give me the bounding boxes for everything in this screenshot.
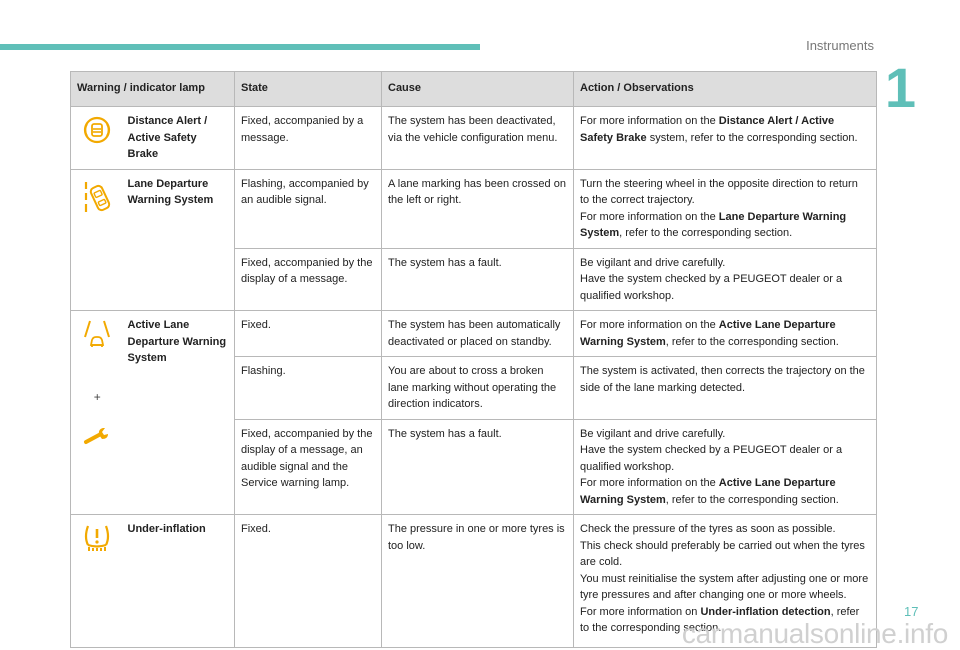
header-accent-bar — [0, 44, 480, 50]
state-cell: Fixed. — [235, 311, 382, 357]
table-header-row — [71, 72, 877, 107]
table-row — [71, 107, 877, 170]
action-text: , refer to the corresponding section. — [580, 605, 860, 634]
table-row — [71, 311, 877, 357]
action-bold: Distance Alert / Active Safety Brake — [580, 115, 835, 144]
cause-cell: The system has been deactivated, via the vehicle configuration menu. — [382, 107, 574, 170]
state-cell: Fixed, accompanied by a message. — [235, 107, 382, 170]
lamp-icon-cell — [71, 515, 124, 648]
page-number: 17 — [904, 604, 919, 619]
lamp-icon-cell — [71, 311, 124, 515]
section-title: Instruments — [806, 38, 874, 53]
state-cell: Fixed. — [235, 515, 382, 648]
action-cell — [574, 107, 877, 170]
action-text: Have the system checked by a PEUGEOT dealer or a qualified workshop. — [580, 273, 843, 302]
lamp-name: Lane Departure Warning System — [124, 169, 235, 311]
lamp-name: Distance Alert / Active Safety Brake — [124, 107, 235, 170]
cause-cell: The system has a fault. — [382, 248, 574, 311]
active-lane-icon — [71, 319, 124, 349]
state-cell: Flashing, accompanied by an audible signal. — [235, 169, 382, 248]
state-cell: Fixed, accompanied by the display of a message, an audible signal and the Service warning lamp. — [235, 419, 382, 515]
action-text: For more information on the — [580, 210, 719, 223]
action-text: , refer to the corresponding section. — [665, 335, 839, 348]
lane-departure-icon — [71, 178, 124, 218]
column-header: Cause — [382, 72, 574, 107]
action-cell — [574, 169, 877, 248]
action-text: For more information on the — [580, 115, 719, 127]
table-row — [71, 169, 877, 248]
action-bold: Active Lane Departure Warning System — [580, 319, 836, 348]
action-text: You must reinitialise the system after adjusting one or more tyre pressures and after changing one or more wheels. — [580, 572, 869, 601]
column-header: Warning / indicator lamp — [71, 72, 235, 107]
action-text: system, refer to the corresponding section. — [646, 131, 858, 144]
action-text: For more information on the — [580, 477, 719, 489]
watermark: carmanualsonline.info — [681, 618, 948, 649]
cause-cell: You are about to cross a broken lane marking without operating the direction indicators. — [382, 357, 574, 420]
action-text: This check should preferably be carried out when the tyres are cold. — [580, 539, 865, 568]
plus-sign: + — [93, 390, 101, 404]
distance-alert-icon — [71, 115, 124, 145]
cause-cell: The pressure in one or more tyres is too low. — [382, 515, 574, 648]
column-header: Action / Observations — [574, 72, 877, 107]
action-bold: Active Lane Departure Warning System — [580, 477, 836, 506]
tyre-pressure-icon — [71, 523, 124, 553]
action-bold: Under-inflation detection — [700, 605, 831, 618]
action-text: Be vigilant and drive carefully. — [580, 427, 726, 440]
wrench-icon — [71, 426, 124, 448]
action-text: For more information on — [580, 605, 701, 618]
cause-cell: The system has a fault. — [382, 419, 574, 515]
action-text: Be vigilant and drive carefully. — [580, 256, 726, 269]
action-cell — [574, 419, 877, 515]
action-text: , refer to the corresponding section. — [619, 227, 793, 239]
action-bold: Lane Departure Warning System — [580, 210, 847, 239]
action-cell — [574, 248, 877, 311]
action-cell: The system is activated, then corrects the trajectory on the side of the lane marking detected. — [574, 357, 877, 420]
state-cell: Fixed, accompanied by the display of a message. — [235, 248, 382, 311]
action-text: For more information on the — [580, 319, 719, 331]
action-text: Check the pressure of the tyres as soon as possible. — [580, 523, 836, 535]
cause-cell: The system has been automatically deactivated or placed on standby. — [382, 311, 574, 357]
cause-cell: A lane marking has been crossed on the left or right. — [382, 169, 574, 248]
action-text: Turn the steering wheel in the opposite direction to return to the correct trajectory. — [580, 177, 858, 206]
lamp-icon-cell — [71, 107, 124, 170]
state-cell: Flashing. — [235, 357, 382, 420]
lamp-name: Under-inflation — [124, 515, 235, 648]
chapter-number: 1 — [884, 56, 916, 119]
warning-lamp-table — [70, 71, 877, 648]
lamp-icon-cell — [71, 169, 124, 311]
lamp-name: Active Lane Departure Warning System — [124, 311, 235, 515]
action-text: Have the system checked by a PEUGEOT dealer or a qualified workshop. — [580, 444, 843, 473]
action-text: , refer to the corresponding section. — [665, 493, 839, 506]
action-cell — [574, 311, 877, 357]
column-header: State — [235, 72, 382, 107]
